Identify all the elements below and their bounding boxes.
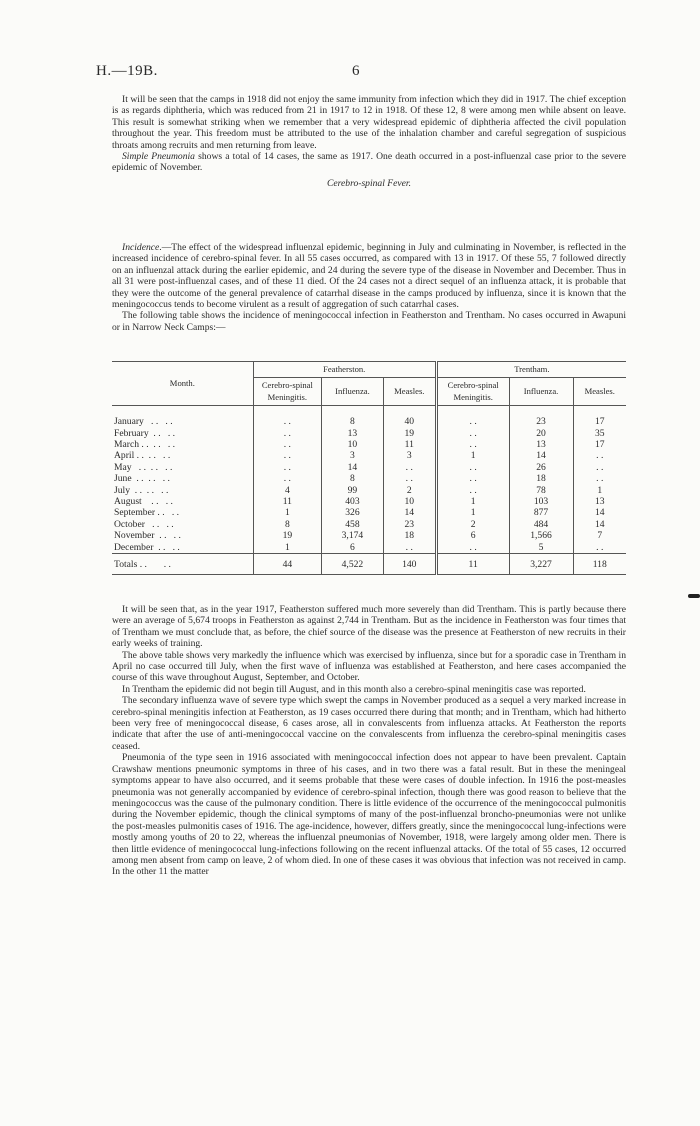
t-mea-cell: 17 — [573, 439, 626, 450]
f-mea-cell: 3 — [383, 450, 436, 461]
f-mea-total: 140 — [383, 554, 436, 574]
section-heading-cerebro-spinal: Cerebro-spinal Fever. — [326, 177, 411, 189]
t-csm-cell: 6 — [436, 530, 509, 541]
t-mea-cell: 14 — [573, 519, 626, 530]
t-inf-cell: 1,566 — [509, 530, 573, 541]
f-mea-cell: 18 — [383, 530, 436, 541]
table-row — [112, 416, 626, 427]
month-cell: September . . . . — [114, 507, 180, 519]
f-mea-cell: 2 — [383, 485, 436, 496]
paragraph-secondary-wave: The secondary influenza wave of severe type which swept the camps in November produced as a sequel a very marked increase in cerebro-spinal meningitis infection at Featherston, as 19 cases occurred there during that month; and in Trentham, which had hitherto been very free of meningococcal disease, 6 cases arose, all in convalescents from influenza attacks. At Featherston the reports indicate that after the use of anti-meningococcal vaccine on the convalescents from influenza the cerebro-spinal meningitis cases ceased. — [112, 695, 626, 752]
featherston-measles-header: Measles. — [383, 378, 436, 406]
incidence-text: .—The effect of the widespread influenzal epidemic, beginning in July and culminating in November, is reflected in the increased incidence of cerebro-spinal fever. In all 55 cases occurred, as compared with 13 in 1917. Of these 55, 7 followed directly on an influenzal attack during the earlier epidemic, and 24 during the severe type of the disease in November and December. Thus in all 31 were post-influenzal cases, and of these 11 died. Of the 24 cases not a direct sequel of an influenza attack, it is probable that they were the outcome of the general prevalence of catarrhal disease in the camps produced by influenza, since it is known that the meningococcus tends to become virulent as a result of aggregation of such catarrhal cases. — [112, 242, 626, 311]
t-csm-cell: . . — [436, 485, 509, 496]
t-mea-cell: . . — [573, 450, 626, 461]
f-inf-cell: 458 — [322, 519, 384, 530]
f-csm-cell: 1 — [253, 542, 321, 554]
featherston-group-header: Featherston. — [253, 362, 436, 378]
t-csm-cell: 1 — [436, 507, 509, 518]
t-csm-cell: . . — [436, 416, 509, 427]
f-mea-cell: 11 — [383, 439, 436, 450]
f-csm-cell: 19 — [253, 530, 321, 541]
t-mea-cell: 13 — [573, 496, 626, 507]
f-inf-cell: 403 — [322, 496, 384, 507]
t-inf-cell: 13 — [509, 439, 573, 450]
t-inf-cell: 18 — [509, 473, 573, 484]
t-csm-total: 11 — [436, 554, 509, 574]
f-mea-cell: 10 — [383, 496, 436, 507]
t-inf-cell: 23 — [509, 416, 573, 427]
t-mea-cell: . . — [573, 462, 626, 473]
f-mea-cell: . . — [383, 462, 436, 473]
f-inf-cell: 326 — [322, 507, 384, 518]
t-csm-cell: . . — [436, 542, 509, 554]
t-mea-cell: 17 — [573, 416, 626, 427]
paragraph-influence-of-influenza: The above table shows very markedly the influence which was exercised by influenza, since but for a sporadic case in Trentham in April no case occurred till July, when the first wave of influenza was established at Featherston, and here cases accompanied the course of this wave throughout August, September, and October. — [112, 649, 626, 684]
t-inf-cell: 26 — [509, 462, 573, 473]
paragraph-simple-pneumonia — [112, 151, 626, 174]
meningococcal-incidence-table — [112, 361, 626, 575]
f-mea-cell: 14 — [383, 507, 436, 518]
t-csm-cell: 1 — [436, 496, 509, 507]
f-mea-cell: . . — [383, 542, 436, 554]
totals-label: Totals . . . . — [114, 559, 171, 571]
f-csm-cell: 11 — [253, 496, 321, 507]
table-row — [112, 462, 626, 473]
featherston-csm-header: Cerebro-spinal Meningitis. — [253, 378, 321, 406]
trentham-csm-header: Cerebro-spinal Meningitis. — [436, 378, 509, 406]
f-csm-cell: . . — [253, 462, 321, 473]
trentham-influenza-header: Influenza. — [509, 378, 573, 406]
t-inf-cell: 103 — [509, 496, 573, 507]
t-inf-cell: 14 — [509, 450, 573, 461]
t-inf-cell: 484 — [509, 519, 573, 530]
table-row — [112, 542, 626, 554]
featherston-influenza-header: Influenza. — [322, 378, 384, 406]
table-row — [112, 530, 626, 541]
t-mea-cell: . . — [573, 542, 626, 554]
f-csm-cell: . . — [253, 450, 321, 461]
f-inf-cell: 3 — [322, 450, 384, 461]
table-row — [112, 450, 626, 461]
f-mea-cell: 19 — [383, 428, 436, 439]
table-row — [112, 439, 626, 450]
f-mea-cell: 40 — [383, 416, 436, 427]
table-row — [112, 485, 626, 496]
f-csm-cell: . . — [253, 428, 321, 439]
f-inf-cell: 6 — [322, 542, 384, 554]
paragraph-incidence — [112, 242, 626, 310]
paragraph-trentham-epidemic: In Trentham the epidemic did not begin till August, and in this month also a cerebro-spinal meningitis case was reported. — [122, 683, 586, 695]
f-inf-cell: 99 — [322, 485, 384, 496]
discussion-section — [112, 604, 626, 878]
month-cell: October . . . . — [114, 518, 174, 530]
paragraph-pneumonia: Pneumonia of the type seen in 1916 associated with meningococcal infection does not appear to have been prevalent. Captain Crawshaw mentions pneumonic symptoms in three of his cases, and in two there was a fatal result. But in these the meningeal symptoms appear to have also occurred, and it seems probable that these were cases of double infection. In 1916 the post-measles pneumonia was not generally accompanied by evidence of cerebro-spinal infection, though there was good reason to believe that the meningococcus was the cause of the pulmonary condition. There is little evidence of the occurrence of the meningococcal pulmonitis during the November epidemic, though the clinical symptoms of many of the post-influenzal broncho-pneumonias were not unlike the post-measles pulmonitis cases of 1916. The age-incidence, however, differs greatly, since the meningococcal lung-infections were mostly among youths of 20 to 22, whereas the influenzal pneumonias of November, 1918, were largely among older men. There is then little evidence of meningococcal lung-infections following on the recent influenzal attacks. Of the total of 55 cases, 12 occurred among men absent from camp on leave, 2 of whom died. In one of these cases it was obvious that infection was not received in camp. In the other 11 the matter — [112, 752, 626, 878]
table-row — [112, 428, 626, 439]
page-header — [96, 63, 626, 85]
simple-pneumonia-lead: Simple Pneumonia — [122, 151, 195, 163]
t-csm-cell: . . — [436, 462, 509, 473]
trentham-measles-header: Measles. — [573, 378, 626, 406]
table-row — [112, 519, 626, 530]
f-csm-cell: 8 — [253, 519, 321, 530]
t-csm-cell: . . — [436, 473, 509, 484]
t-mea-total: 118 — [573, 554, 626, 574]
month-cell: December . . . . — [114, 541, 180, 553]
f-mea-cell: 23 — [383, 519, 436, 530]
paragraph-immunity: It will be seen that the camps in 1918 did not enjoy the same immunity from infection which they did in 1917. The chief exception is as regards diphtheria, which was reduced from 21 in 1917 to 12 in 1918. Of these 12, 8 were among men while absent on leave. This result is somewhat striking when we remember that a very widespread epidemic of diphtheria affected the civil population throughout the year. This freedom must be attributed to the use of the inhalation chamber and careful segregation of suspicious throats among recruits and men returning from leave. — [112, 94, 626, 151]
month-cell: July . . . . . . — [114, 484, 169, 496]
paragraph-featherston-vs-trentham: It will be seen that, as in the year 1917, Featherston suffered much more severely than did Trentham. This is partly because there were an average of 5,674 troops in Featherston as against 2,744 in Trentham. But as the incidence in Featherston was four times that of Trentham we must conclude that, as before, the chief source of the disease was the presence at Featherston of new recruits in their early weeks of training. — [112, 604, 626, 650]
f-csm-cell: . . — [253, 473, 321, 484]
t-csm-cell: . . — [436, 428, 509, 439]
f-inf-cell: 8 — [322, 416, 384, 427]
month-cell: May . . . . . . — [114, 461, 173, 473]
intro-section — [112, 94, 626, 192]
f-inf-cell: 14 — [322, 462, 384, 473]
t-csm-cell: 1 — [436, 450, 509, 461]
t-csm-cell: . . — [436, 439, 509, 450]
t-inf-cell: 5 — [509, 542, 573, 554]
month-cell: April . . . . . . — [114, 450, 171, 462]
t-mea-cell: 7 — [573, 530, 626, 541]
totals-row — [112, 554, 626, 574]
paragraph-table-intro: The following table shows the incidence of meningococcal infection in Featherston and Trentham. No cases occurred in Awapuni or in Narrow Neck Camps:— — [112, 310, 626, 333]
t-inf-cell: 20 — [509, 428, 573, 439]
t-mea-cell: 14 — [573, 507, 626, 518]
table-row — [112, 507, 626, 518]
t-inf-cell: 877 — [509, 507, 573, 518]
incidence-lead: Incidence — [122, 242, 160, 253]
trentham-group-header: Trentham. — [436, 362, 626, 378]
t-mea-cell: 35 — [573, 428, 626, 439]
f-csm-cell: 1 — [253, 507, 321, 518]
month-cell: August . . . . — [114, 496, 173, 508]
simple-pneumonia-text: shows a total of 14 cases, the same as 1917. One death occurred in a post-influenzal case prior to the severe epidemic of November. — [112, 151, 626, 174]
month-cell: March . . . . . . — [114, 439, 176, 451]
month-column-header: Month. — [169, 377, 195, 388]
incidence-section — [112, 242, 626, 333]
f-csm-total: 44 — [253, 554, 321, 574]
month-cell: February . . . . — [114, 427, 176, 439]
page-number: 6 — [352, 63, 360, 79]
t-mea-cell: . . — [573, 473, 626, 484]
document-reference: H.—19B. — [96, 63, 158, 79]
t-inf-cell: 78 — [509, 485, 573, 496]
f-inf-cell: 13 — [322, 428, 384, 439]
t-csm-cell: 2 — [436, 519, 509, 530]
f-inf-cell: 3,174 — [322, 530, 384, 541]
f-inf-cell: 10 — [322, 439, 384, 450]
month-cell: June . . . . . . — [114, 473, 170, 485]
month-cell: November . . . . — [114, 530, 181, 542]
f-inf-cell: 8 — [322, 473, 384, 484]
f-csm-cell: . . — [253, 439, 321, 450]
t-inf-total: 3,227 — [509, 554, 573, 574]
table-row — [112, 473, 626, 484]
f-inf-total: 4,522 — [322, 554, 384, 574]
f-csm-cell: . . — [253, 416, 321, 427]
f-csm-cell: 4 — [253, 485, 321, 496]
f-mea-cell: . . — [383, 473, 436, 484]
month-cell: January . . . . — [114, 416, 173, 428]
table-row — [112, 496, 626, 507]
margin-mark — [688, 594, 700, 598]
t-mea-cell: 1 — [573, 485, 626, 496]
